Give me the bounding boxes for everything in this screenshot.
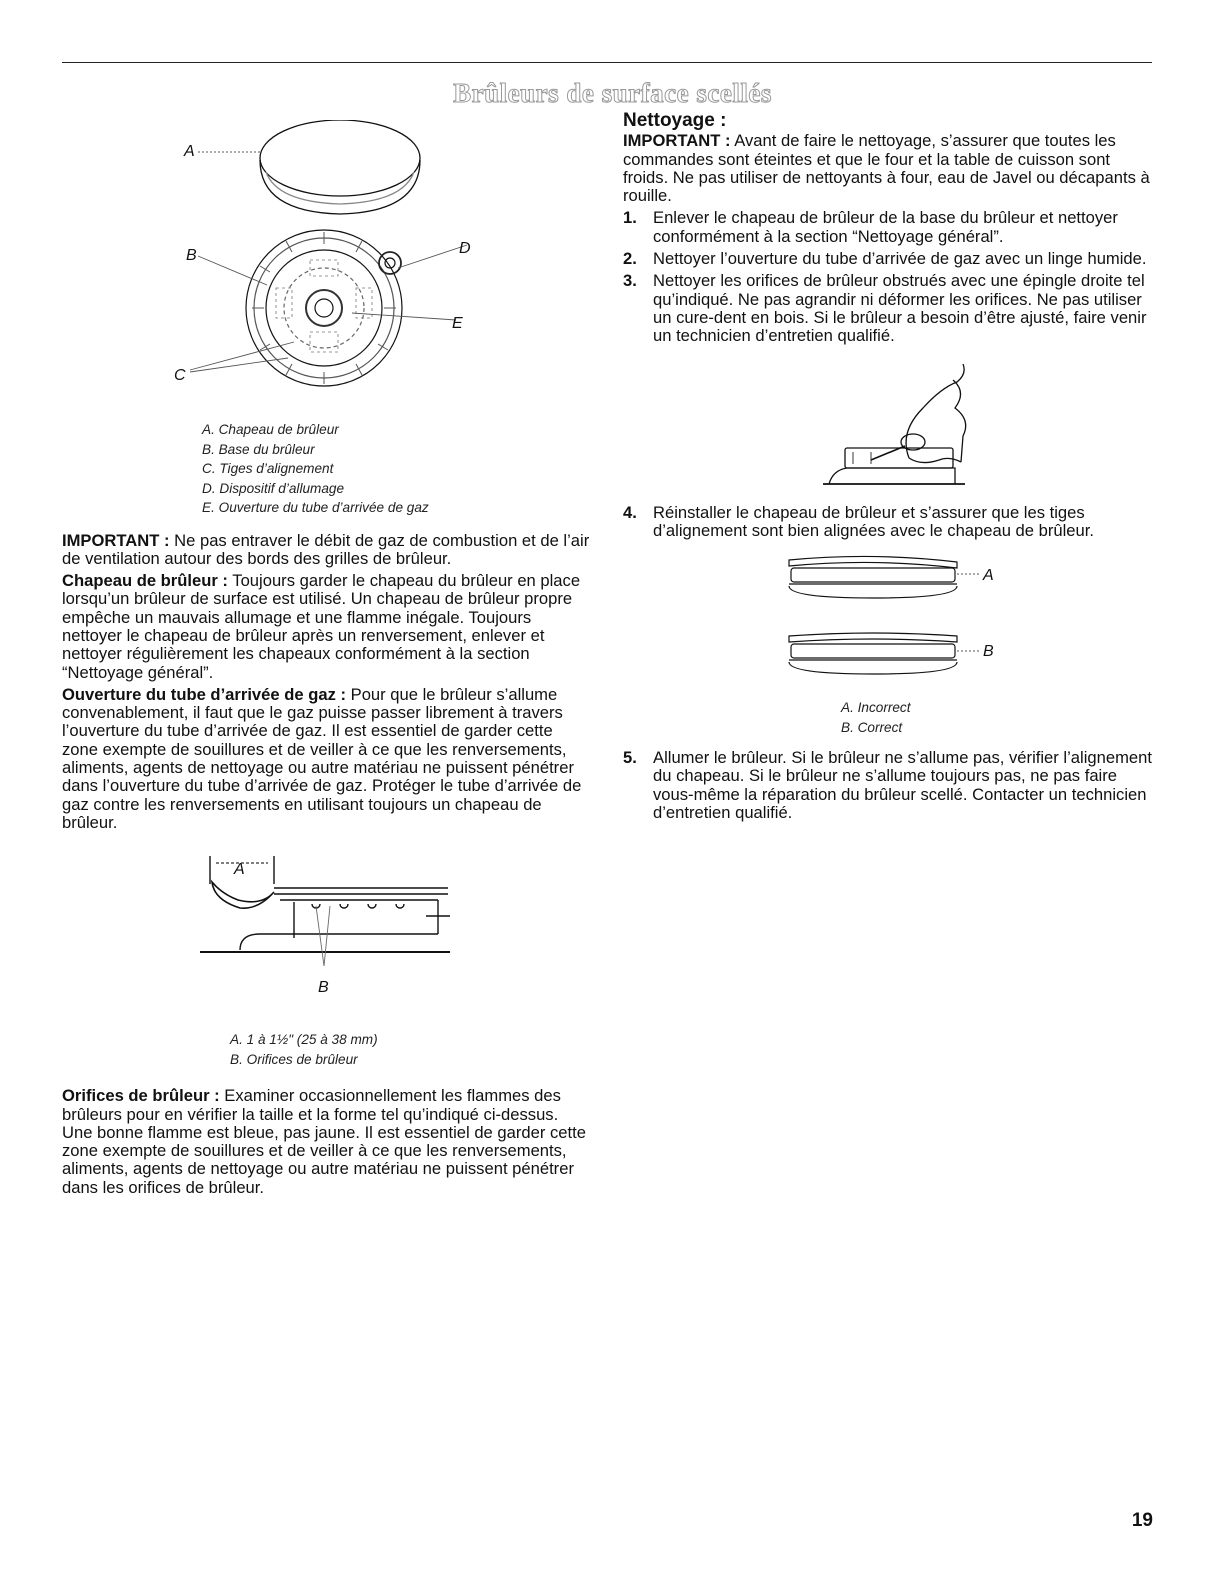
step-text: Nettoyer l’ouverture du tube d’arrivée de gaz avec un linge humide. (653, 249, 1147, 269)
caption-line: B. Correct (841, 719, 903, 735)
caption-line: A. 1 à 1½" (25 à 38 mm) (230, 1032, 378, 1048)
top-rule (62, 62, 1152, 63)
important-label: IMPORTANT : (623, 131, 731, 151)
page-number: 19 (1131, 1510, 1153, 1531)
fig2-captions (230, 1030, 592, 1069)
label-a: A (983, 567, 994, 585)
pin-cleaning-illustration (623, 362, 1158, 490)
burner-base-drawing (246, 230, 402, 386)
caption-line: D. Dispositif d’allumage (202, 480, 345, 496)
step-item (623, 504, 1158, 541)
fig1-captions (202, 420, 592, 518)
leader-lines (190, 152, 467, 372)
step-text: Réinstaller le chapeau de brûleur et s’assurer que les tiges d’alignement sont bien alignées avec le chapeau de brûleur. (653, 502, 1094, 540)
label-c: C (174, 367, 186, 384)
orifices-text: Examiner occasionnellement les flammes des brûleurs pour en vérifier la taille et la forme tel qu’indiqué ci-dessus. Une bonne flamme est bleue, pas jaune. Il est essentiel de garder cette zone exempte de souillures et de veiller à ce que les renversements, aliments, agents de nettoyage ou autre matériau ne puissent pénétrer dans les orifices de brûleur. (62, 1086, 586, 1197)
orifices-label: Orifices de brûleur : (62, 1086, 220, 1106)
step-item (623, 250, 1158, 268)
cleaning-steps (623, 209, 1158, 345)
left-column (62, 120, 592, 1201)
step-item (623, 749, 1158, 822)
nettoyage-heading: Nettoyage : (623, 110, 727, 131)
ouverture-label: Ouverture du tube d’arrivée de gaz : (62, 684, 347, 704)
important-paragraph (62, 532, 592, 569)
important-label: IMPORTANT : (62, 530, 170, 550)
leader-lines (957, 574, 979, 651)
step-text: Nettoyer les orifices de brûleur obstrués avec une épingle droite tel qu’indiqué. Ne pas agrandir ni déformer les orifices. Ne pas utiliser un cure-dent en bois. Si le brûleur a besoin d’être ajusté, faire venir un technicien d’entretien qualifié. (653, 271, 1147, 346)
important-text: Ne pas entraver le débit de gaz de combustion et de l’air de ventilation autour des bords des grilles de brûleur. (62, 530, 590, 568)
caption-line: C. Tiges d’alignement (202, 461, 334, 476)
step-item (623, 272, 1158, 345)
step-number: 1. (623, 208, 637, 228)
ouverture-paragraph (62, 686, 592, 832)
caption-line: A. Chapeau de brûleur (202, 422, 339, 437)
step-number: 5. (623, 748, 637, 768)
correct-cap-drawing (789, 633, 957, 674)
label-a: A (184, 143, 195, 160)
fig4-captions (841, 698, 1158, 737)
ouverture-text: Pour que le brûleur s’allume convenablement, il faut que le gaz puisse passer librement à travers l’ouverture du tube d’arrivée de gaz. Il est essentiel de garder cette zone exempte de souillures et de veiller à ce que les renversements, aliments, agents de nettoyage ou autre matériau ne puissent pénétrer dans l’ouverture du tube d’arrivée de gaz. Protéger le tube d’arrivée de gaz contre les renversements en utilisant toujours un chapeau de brûleur. (62, 684, 582, 832)
important-text: Avant de faire le nettoyage, s’assurer que toutes les commandes sont éteintes et que le four et la table de cuisson sont froids. Ne pas utiliser de nettoyants à four, eau de Javel ou décapants à rouille. (623, 131, 1150, 206)
step-text: Allumer le brûleur. Si le brûleur ne s’allume pas, vérifier l’alignement du chapeau. Si le brûleur ne s’allume toujours pas, ne pas faire vous-même la réparation du brûleur scellé. Contacter un technicien d’entretien qualifié. (653, 748, 1152, 823)
label-b: B (318, 979, 329, 997)
right-column (623, 112, 1158, 826)
step-number: 4. (623, 502, 637, 522)
step-number: 2. (623, 249, 637, 269)
hand-with-pin-drawing (823, 364, 966, 484)
label-b: B (983, 643, 994, 661)
label-e: E (452, 315, 463, 332)
orifices-paragraph (62, 1087, 592, 1197)
chapeau-label: Chapeau de brûleur : (62, 571, 228, 591)
step-item (623, 209, 1158, 246)
caption-line: E. Ouverture du tube d’arrivée de gaz (202, 500, 429, 515)
burner-cap-drawing (260, 120, 420, 214)
chapeau-text: Toujours garder le chapeau du brûleur en place lorsqu’un brûleur de surface est utilisé. Un chapeau de brûleur propre empêche un mauvais allumage et une flamme inégale. Toujours nettoyer le chapeau de brûleur après un renversement, enlever et nettoyer régulièrement les chapeaux conformément à la section “Nettoyage général”. (62, 571, 581, 682)
label-b: B (186, 247, 197, 264)
label-a: A (234, 861, 245, 879)
page-title: Brûleurs de surface scellés (453, 78, 772, 108)
caption-line: B. Base du brûleur (202, 441, 315, 457)
cleaning-steps-final (623, 749, 1158, 822)
incorrect-cap-drawing (789, 557, 957, 599)
label-d: D (459, 240, 471, 257)
step-text: Enlever le chapeau de brûleur de la base du brûleur et nettoyer conformément à la section “Nettoyage général”. (653, 208, 1118, 246)
important-paragraph (623, 132, 1158, 205)
caption-line: A. Incorrect (841, 700, 911, 716)
cap-alignment-illustration (623, 550, 1158, 690)
chapeau-paragraph (62, 572, 592, 682)
caption-line: B. Orifices de brûleur (230, 1051, 358, 1067)
burner-orifice-illustration (62, 848, 592, 1030)
step-number: 3. (623, 271, 637, 291)
cleaning-steps-continued (623, 504, 1158, 541)
burner-exploded-illustration (62, 120, 592, 410)
